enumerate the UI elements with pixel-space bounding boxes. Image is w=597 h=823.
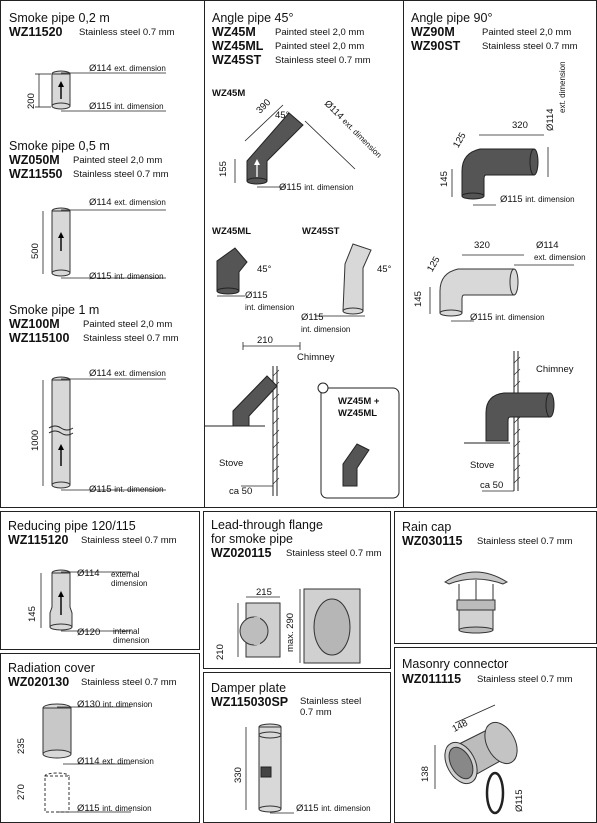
code-wz030115: WZ030115 <box>402 534 463 548</box>
code-wz11550: WZ11550 <box>9 167 63 181</box>
dim-d115-ml-sub: int. dimension <box>245 303 295 312</box>
dim-d114-sub2: dimension <box>111 579 148 588</box>
dim-138: 138 <box>420 766 431 782</box>
material: Stainless steel 0.7 mm <box>81 677 177 688</box>
title-damper-plate: Damper plate <box>211 681 287 695</box>
code-wz11520: WZ11520 <box>9 25 63 39</box>
panel-masonry-connector <box>394 647 597 823</box>
material-2: 0.7 mm <box>300 707 332 718</box>
code-wz45st: WZ45ST <box>212 53 262 67</box>
dim-145: 145 <box>439 171 450 187</box>
dim-d114: Ø114 <box>545 108 556 131</box>
material: Stainless steel 0.7 mm <box>477 674 573 685</box>
dim-d115b: Ø115 <box>470 312 493 323</box>
dim-d115: Ø115 <box>500 194 523 205</box>
title-angle-90: Angle pipe 90° <box>411 11 493 25</box>
dim-d120: Ø120 <box>77 627 101 638</box>
dim-d114-sub: ext. dimension <box>114 369 166 378</box>
dim-500: 500 <box>30 243 41 259</box>
dim-d115-ml: Ø115 <box>245 290 268 301</box>
combo-label-2: WZ45ML <box>338 408 378 419</box>
material: Stainless steel 0.7 mm <box>482 41 578 52</box>
title-flange-2: for smoke pipe <box>211 532 293 546</box>
dim-d115-sub: int. dimension <box>321 804 371 813</box>
dim-d115: Ø115 <box>514 789 525 812</box>
dim-155: 155 <box>218 161 229 177</box>
stove-label: Stove <box>219 458 244 469</box>
dim-200: 200 <box>26 93 37 109</box>
dim-d114-sub: ext. dimension <box>340 116 384 160</box>
dim-d115: Ø115 <box>89 101 112 112</box>
title-smoke-pipe-05: Smoke pipe 0,5 m <box>9 139 110 153</box>
dim-d115-sub: int. dimension <box>114 485 164 494</box>
dim-d114: Ø114 <box>77 756 100 767</box>
dim-210: 210 <box>215 644 226 660</box>
stove-label: Stove <box>470 460 495 471</box>
dim-210: 210 <box>257 335 273 346</box>
dim-d130: Ø130 <box>77 699 101 710</box>
panel-rain-cap <box>394 511 597 644</box>
rain-cap-icon <box>395 552 597 642</box>
title-reducing-pipe: Reducing pipe 120/115 <box>8 519 136 533</box>
material: Painted steel 2,0 mm <box>275 27 365 38</box>
title-masonry-connector: Masonry connector <box>402 657 509 671</box>
panel-smoke-pipes <box>0 0 205 508</box>
dim-max-290: max. 290 <box>285 612 296 652</box>
panel-damper-plate <box>203 672 391 823</box>
dim-angle-45: 45° <box>275 110 290 121</box>
dim-125b: 125 <box>425 254 443 274</box>
code-wz45ml: WZ45ML <box>212 39 264 53</box>
material: Stainless steel 0.7 mm <box>73 169 169 180</box>
reducing-pipe-drawing <box>1 557 200 647</box>
dim-d114b: Ø114 <box>536 240 559 251</box>
dim-d115: Ø115 <box>89 484 112 495</box>
dim-d115-st: Ø115 <box>301 312 324 323</box>
code-wz100m: WZ100M <box>9 317 60 331</box>
dim-390: 390 <box>254 97 274 117</box>
dim-d115-sub: int. dimension <box>304 183 354 192</box>
dim-d115: Ø115 <box>279 182 302 193</box>
code-wz115100: WZ115100 <box>9 331 70 345</box>
code-wz90st: WZ90ST <box>411 39 461 53</box>
fig-label-wz45m: WZ45M <box>212 88 246 99</box>
dim-330: 330 <box>233 767 244 783</box>
material: Stainless steel 0.7 mm <box>79 27 175 38</box>
chimney-label: Chimney <box>536 364 574 375</box>
dim-d115: Ø115 <box>296 803 319 814</box>
code-wz90m: WZ90M <box>411 25 455 39</box>
dim-d115-sub: int. dimension <box>114 272 164 281</box>
material: Painted steel 2,0 mm <box>83 319 173 330</box>
title-smoke-pipe-02: Smoke pipe 0,2 m <box>9 11 110 25</box>
dim-d130-sub: int. dimension <box>102 700 153 709</box>
code-wz45m: WZ45M <box>212 25 256 39</box>
material-1: Stainless steel <box>300 696 362 707</box>
dim-d114-sub: ext. dimension <box>102 757 154 766</box>
title-angle-45: Angle pipe 45° <box>212 11 294 25</box>
dim-d114-sub: ext. dimension <box>558 61 567 113</box>
title-radiation-cover: Radiation cover <box>8 661 95 675</box>
dim-d115: Ø115 <box>77 803 100 814</box>
fig-label-wz45ml: WZ45ML <box>212 226 252 237</box>
masonry-connector-drawing <box>395 693 597 823</box>
dim-d114-sub: ext. dimension <box>114 64 166 73</box>
dim-d114-sub: ext. dimension <box>114 198 166 207</box>
dim-320: 320 <box>512 120 528 131</box>
dim-d114: Ø114 <box>89 197 112 208</box>
code-wz115120: WZ115120 <box>8 533 69 547</box>
dim-d115-sub: int. dimension <box>525 195 575 204</box>
code-wz050m: WZ050M <box>9 153 60 167</box>
dim-d120-sub1: internal <box>113 627 140 636</box>
panel-angle-pipe-90 <box>403 0 597 508</box>
material: Stainless steel 0.7 mm <box>275 55 371 66</box>
panel-angle-pipe-45 <box>204 0 404 508</box>
dim-d114: Ø114 <box>321 98 346 123</box>
material: Painted steel 2,0 mm <box>275 41 365 52</box>
code-wz115030sp: WZ115030SP <box>211 695 289 709</box>
panel-reducing-pipe <box>0 511 200 650</box>
dim-ca50: ca 50 <box>480 480 504 491</box>
dim-1000: 1000 <box>30 429 41 451</box>
combo-label-1: WZ45M + <box>338 396 380 407</box>
title-smoke-pipe-1m: Smoke pipe 1 m <box>9 303 100 317</box>
dim-d115-sub: int. dimension <box>114 102 164 111</box>
material: Painted steel 2,0 mm <box>482 27 572 38</box>
dim-d114b-sub: ext. dimension <box>534 253 586 262</box>
dim-d115-st-sub: int. dimension <box>301 325 351 334</box>
dim-d114-sub1: external <box>111 570 140 579</box>
code-wz020130: WZ020130 <box>8 675 70 689</box>
wz90m-drawing <box>404 91 597 211</box>
dim-d114: Ø114 <box>89 63 112 74</box>
panel-lead-through-flange <box>203 511 391 669</box>
material: Painted steel 2,0 mm <box>73 155 163 166</box>
dim-angle-45-ml: 45° <box>257 264 272 275</box>
dim-d114: Ø114 <box>77 568 100 579</box>
title-flange-1: Lead-through flange <box>211 518 323 532</box>
dim-d115: Ø115 <box>89 271 112 282</box>
fig-label-wz45st: WZ45ST <box>302 226 340 237</box>
material: Stainless steel 0.7 mm <box>286 548 382 559</box>
dim-d115b-sub: int. dimension <box>495 313 545 322</box>
dim-d114: Ø114 <box>89 368 112 379</box>
dim-145b: 145 <box>413 291 424 307</box>
material: Stainless steel 0.7 mm <box>81 535 177 546</box>
dim-angle-45-st: 45° <box>377 264 392 275</box>
dim-215: 215 <box>256 587 272 598</box>
dim-145: 145 <box>27 606 38 622</box>
flange-drawing <box>204 567 391 667</box>
dim-235: 235 <box>16 738 27 754</box>
dim-125: 125 <box>451 130 469 150</box>
material: Stainless steel 0.7 mm <box>83 333 179 344</box>
code-wz020115: WZ020115 <box>211 546 272 560</box>
dim-148: 148 <box>450 717 470 735</box>
dim-d115-sub: int. dimension <box>102 804 152 813</box>
dim-d120-sub2: dimension <box>113 636 150 645</box>
title-rain-cap: Rain cap <box>402 520 452 534</box>
material: Stainless steel 0.7 mm <box>477 536 573 547</box>
dim-270: 270 <box>16 784 27 800</box>
code-wz011115: WZ011115 <box>402 672 462 686</box>
dim-ca50: ca 50 <box>229 486 253 497</box>
dim-320b: 320 <box>474 240 490 251</box>
panel-radiation-cover <box>0 653 200 823</box>
chimney-label: Chimney <box>297 352 335 363</box>
